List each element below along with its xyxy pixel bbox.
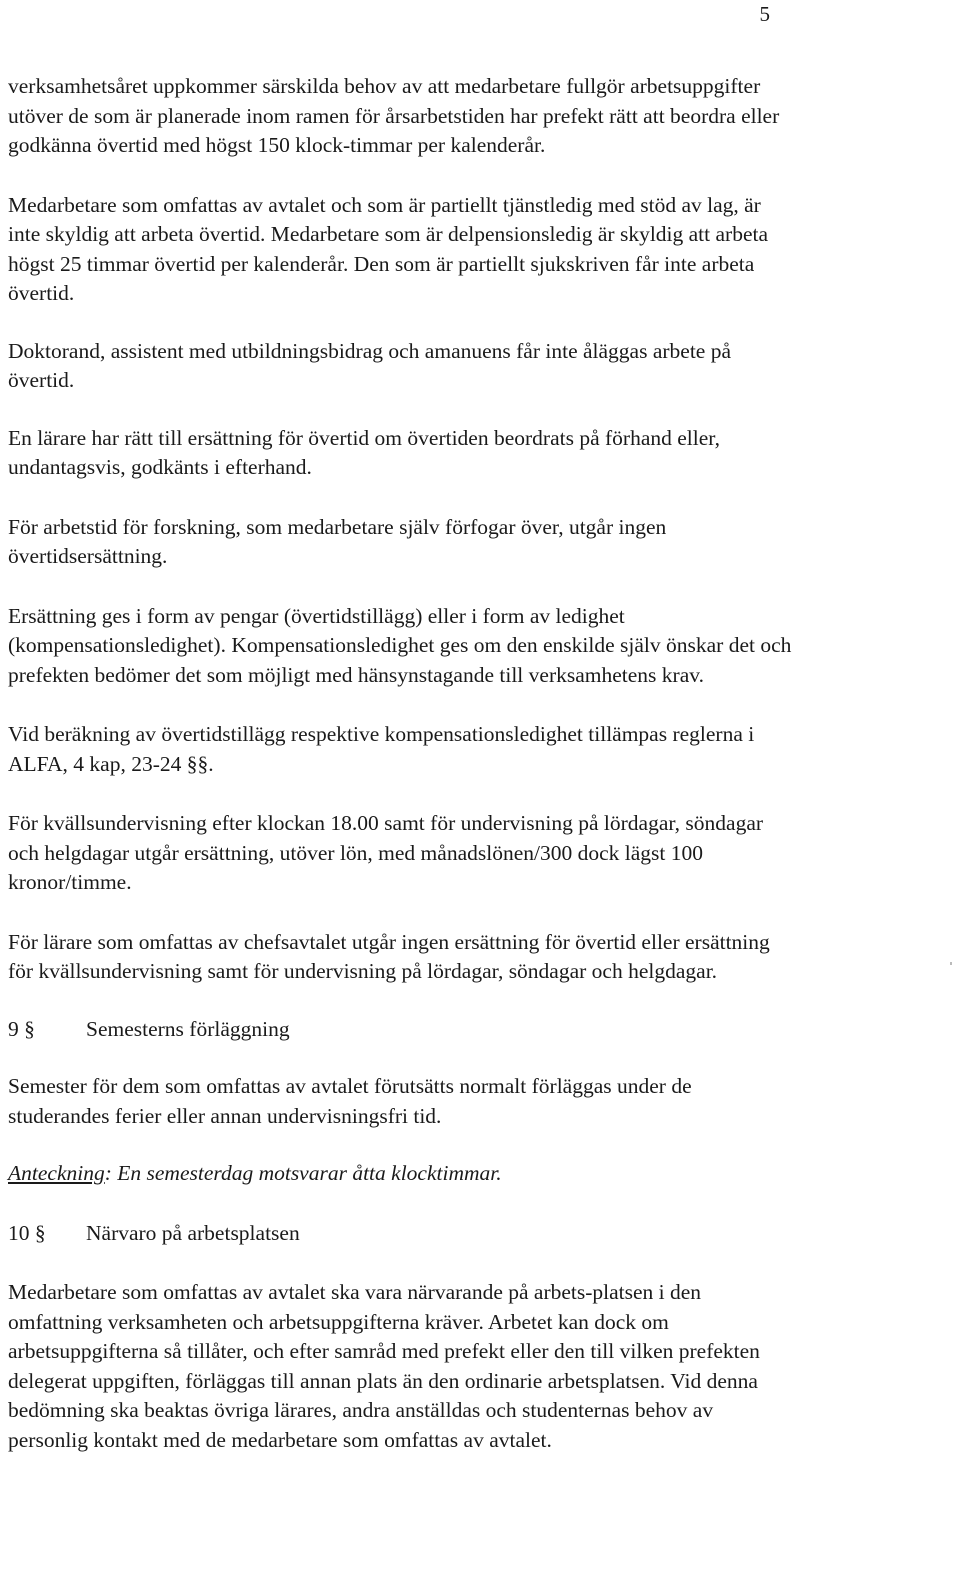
- paragraph-managers: För lärare som omfattas av chefsavtalet utgår ingen ersättning för övertid eller ersättning för kvällsundervisning samt för undervisning på lördagar, söndagar och helgdagar.: [8, 929, 770, 983]
- page-number: 5: [759, 2, 770, 26]
- section-9-heading: [8, 1015, 798, 1045]
- document-body: [8, 72, 798, 1455]
- section-10-title: Närvaro på arbetsplatsen: [86, 1220, 300, 1245]
- section-9-text: Semester för dem som omfattas av avtalet förutsätts normalt förläggas under de studerandes ferier eller annan undervisningsfri tid.: [8, 1074, 692, 1128]
- section-10-text: Medarbetare som omfattas av avtalet ska vara närvarande på arbets-platsen i den omfattning verksamheten och arbetsuppgifterna kräver. Arbetet kan dock om arbetsuppgifterna så tillåter, och efter samråd med prefekt eller den till vilken prefekten delegerat uppgiften, förläggas till annan plats än den ordinarie arbetsplatsen. Vid denna bedömning ska beaktas övriga lärares, andra anställdas och studenternas behov av personlig kontakt med de medarbetare som omfattas av avtalet.: [8, 1280, 760, 1452]
- note-text: : En semesterdag motsvarar åtta klocktimmar.: [104, 1161, 502, 1185]
- paragraph-partial-leave: Medarbetare som omfattas av avtalet och som är partiellt tjänstledig med stöd av lag, är inte skyldig att arbeta övertid. Medarbetare som är delpensionsledig är skyldig att arbeta högst 25 timmar övertid per kalenderår. Den som är partiellt sjukskriven får inte arbeta övertid.: [8, 192, 769, 305]
- section-9-title: Semesterns förläggning: [86, 1016, 290, 1041]
- paragraph-research-time: För arbetstid för forskning, som medarbetare själv förfogar över, utgår ingen övertidsersättning.: [8, 514, 667, 568]
- paragraph-evening-teaching: För kvällsundervisning efter klockan 18.00 samt för undervisning på lördagar, söndagar och helgdagar utgår ersättning, utöver lön, med månadslönen/300 dock lägst 100 kronor/timme.: [8, 811, 764, 894]
- section-10-number: 10 §: [8, 1220, 46, 1245]
- section-9-note: [8, 1159, 798, 1189]
- paragraph-teacher-compensation: En lärare har rätt till ersättning för övertid om övertiden beordrats på förhand eller, undantagsvis, godkänts i efterhand.: [8, 425, 720, 479]
- section-9-number: 9 §: [8, 1016, 35, 1041]
- note-label: Anteckning: [8, 1161, 105, 1185]
- section-10-heading: [8, 1219, 798, 1249]
- paragraph-overtime-order: verksamhetsåret uppkommer särskilda behov av att medarbetare fullgör arbetsuppgifter utöver de som är planerade inom ramen för årsarbetstiden har prefekt rätt att beordra eller godkänna övertid med högst 150 klock-timmar per kalenderår.: [8, 74, 780, 157]
- scan-speck: [950, 962, 952, 965]
- paragraph-doctoral-students: Doktorand, assistent med utbildningsbidrag och amanuens får inte åläggas arbete på övertid.: [8, 338, 732, 392]
- paragraph-compensation-forms: Ersättning ges i form av pengar (övertidstillägg) eller i form av ledighet (kompensationsledighet). Kompensationsledighet ges om den enskilde själv önskar det och prefekten bedömer det som möjligt med hänsynstagande till verksamhetens krav.: [8, 603, 792, 687]
- paragraph-calculation-rules: Vid beräkning av övertidstillägg respektive kompensationsledighet tillämpas reglerna i ALFA, 4 kap, 23-24 §§.: [8, 722, 755, 776]
